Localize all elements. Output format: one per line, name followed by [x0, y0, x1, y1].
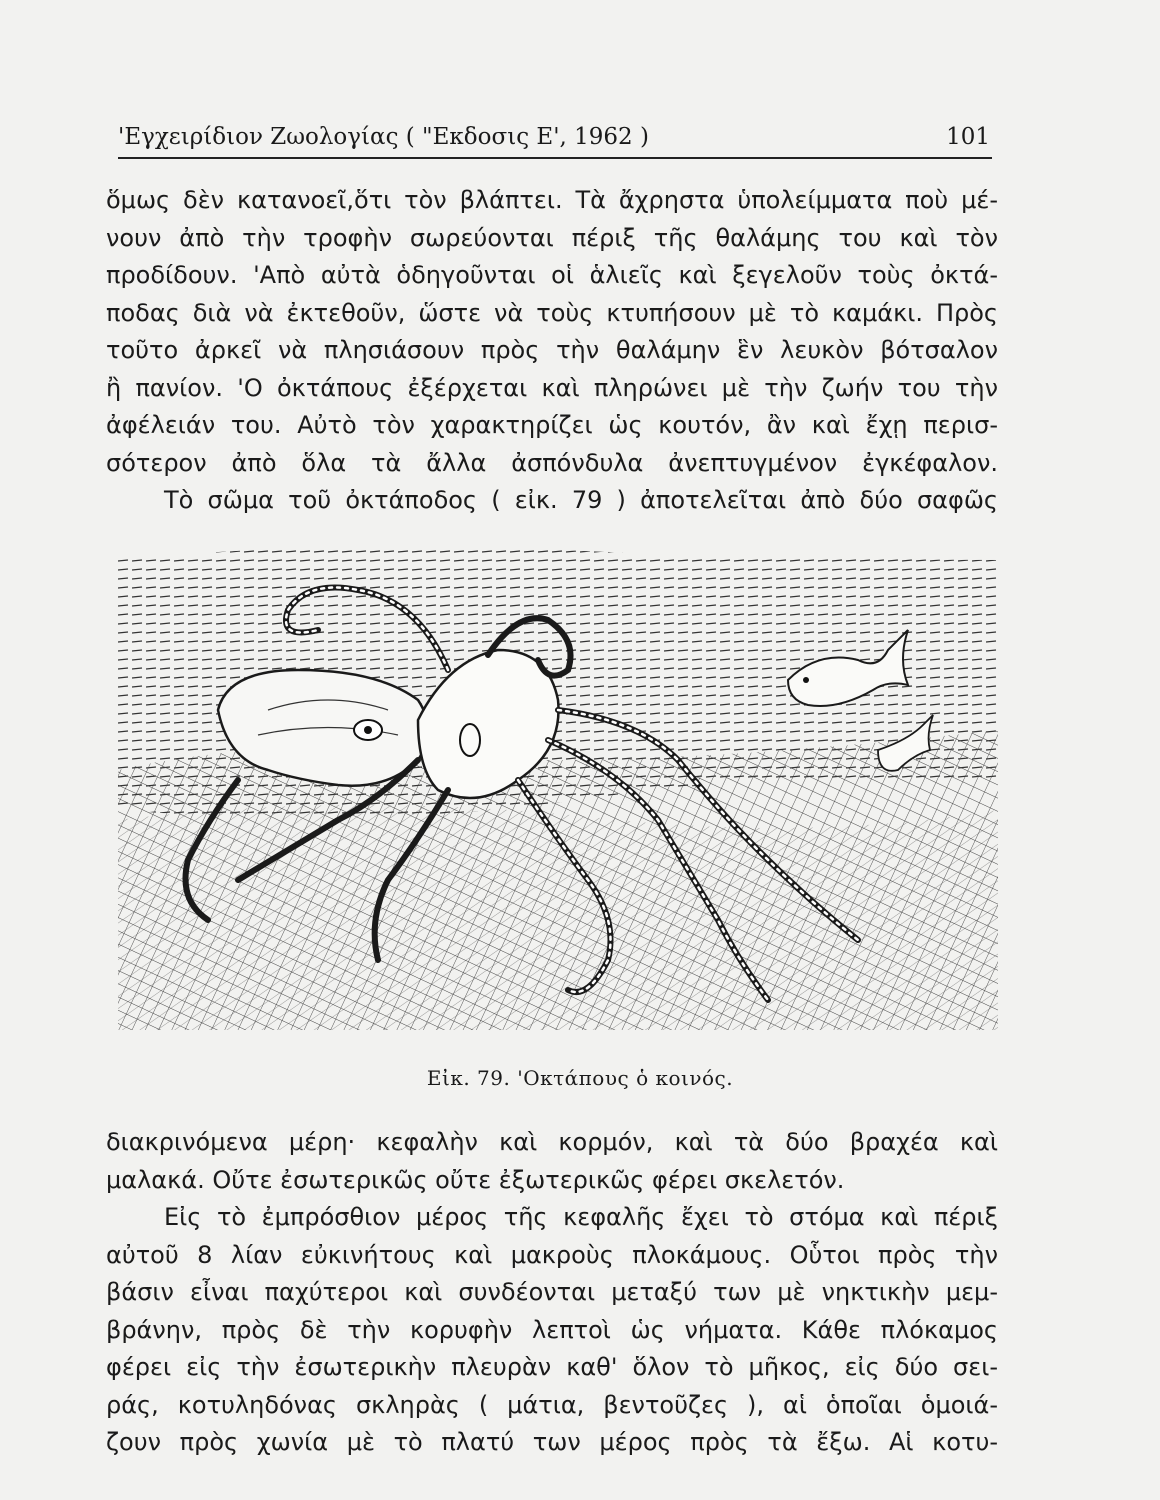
text-line: σότερον ἀπὸ ὅλα τὰ ἄλλα ἀσπόνδυλα ἀνεπτυγμένον ἐγκέφαλον.	[106, 448, 998, 477]
text-line: αὐτοῦ 8 λίαν εὐκινήτους καὶ μακροὺς πλοκάμους. Οὗτοι πρὸς τὴν	[106, 1240, 998, 1269]
text-line: βάσιν εἶναι παχύτεροι καὶ συνδέονται μεταξύ των μὲ νηκτικὴν μεμ-	[106, 1278, 998, 1306]
text-line: ποδας διὰ νὰ ἐκτεθοῦν, ὥστε νὰ τοὺς κτυπήσουν μὲ τὸ καμάκι. Πρὸς	[106, 298, 998, 327]
text-line: ὅμως δὲν κατανοεῖ,ὅτι τὸν βλάπτει. Τὰ ἄχρηστα ὑπολείμματα ποὺ μέ-	[106, 186, 998, 214]
text-line: βράνην, πρὸς δὲ τὴν κορυφὴν λεπτοὶ ὡς νήματα. Κάθε πλόκαμος	[106, 1315, 998, 1344]
text-block-top	[106, 182, 998, 520]
page-number: 101	[946, 124, 990, 150]
figure-caption: Εἰκ. 79. 'Οκτάπους ὁ κοινός.	[426, 1066, 734, 1090]
text-line: Εἰς τὸ ἐμπρόσθιον μέρος τῆς κεφαλῆς ἔχει τὸ στόμα καὶ πέριξ	[164, 1203, 998, 1231]
text-line: ράς, κοτυληδόνας σκληρὰς ( μάτια, βεντοῦζες ), αἱ ὁποῖαι ὁμοιά-	[106, 1390, 998, 1419]
header-title: 'Εγχειρίδιον Ζωολογίας ( "Εκδοσις Ε', 1962 )	[118, 124, 649, 150]
text-line: ζουν πρὸς χωνία μὲ τὸ πλατύ των μέρος πρὸς τὰ ἔξω. Αἱ κοτυ-	[106, 1428, 998, 1456]
text-line: ἀφέλειάν του. Αὐτὸ τὸν χαρακτηρίζει ὡς κουτόν, ἂν καὶ ἔχῃ περισ-	[106, 411, 998, 439]
text-block-bottom	[106, 1124, 998, 1462]
header-rule	[118, 157, 992, 159]
text-line: ἢ πανίον. 'Ο ὀκτάπους ἐξέρχεται καὶ πληρώνει μὲ τὴν ζωήν του τὴν	[106, 373, 998, 402]
text-line: Τὸ σῶμα τοῦ ὀκτάποδος ( εἰκ. 79 ) ἀποτελεῖται ἀπὸ δύο σαφῶς	[164, 486, 998, 514]
text-line: μαλακά. Οὔτε ἐσωτερικῶς οὔτε ἐξωτερικῶς φέρει σκελετόν.	[106, 1165, 845, 1194]
text-line: φέρει εἰς τὴν ἐσωτερικὴν πλευρὰν καθ' ὅλον τὸ μῆκος, εἰς δύο σει-	[106, 1353, 998, 1381]
text-line: προδίδουν. 'Απὸ αὐτὰ ὁδηγοῦνται οἱ ἁλιεῖς καὶ ξεγελοῦν τοὺς ὀκτά-	[106, 261, 998, 289]
text-line: διακρινόμενα μέρη· κεφαλὴν καὶ κορμόν, καὶ τὰ δύο βραχέα καὶ	[106, 1128, 998, 1156]
octopus-illustration	[118, 520, 998, 1050]
running-header	[118, 118, 992, 158]
text-line: νουν ἀπὸ τὴν τροφὴν σωρεύονται πέριξ τῆς θαλάμης του καὶ τὸν	[106, 223, 998, 252]
text-line: τοῦτο ἀρκεῖ νὰ πλησιάσουν πρὸς τὴν θαλάμην ἓν λευκὸν βότσαλον	[106, 336, 998, 364]
